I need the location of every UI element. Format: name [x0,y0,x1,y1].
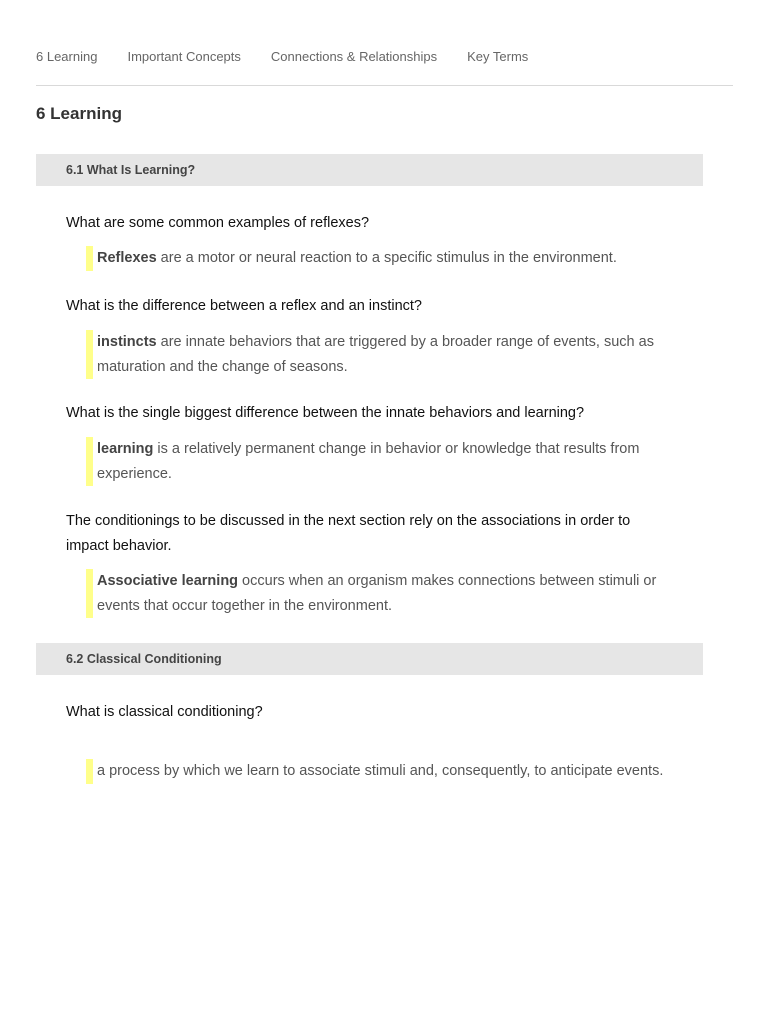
section-header-6-1: 6.1 What Is Learning? [36,154,703,186]
tabs-divider [36,85,733,86]
tab-bar [36,48,558,66]
question-innate-vs-learning: What is the single biggest difference between the innate behaviors and learning? [66,405,585,421]
answer-text: occurs when an organism makes connections between stimuli or events that occur together in the environment. [97,573,657,614]
answer-text: a process by which we learn to associate stimuli and, consequently, to anticipate events. [97,763,664,779]
page-title: 6 Learning [36,104,122,123]
section-header-6-2: 6.2 Classical Conditioning [36,643,703,675]
tab-connections-relationships[interactable]: Connections & Relationships [270,49,438,64]
answer-classical-conditioning [86,759,671,784]
answer-associative-learning [86,569,671,618]
question-reflex-vs-instinct: What is the difference between a reflex and an instinct? [66,298,423,314]
tab-important-concepts[interactable]: Important Concepts [127,49,241,64]
answer-learning [86,437,671,486]
answer-reflexes [86,246,671,271]
term-associative-learning: Associative learning [97,573,239,589]
term-learning: learning [97,441,154,457]
tab-6-learning[interactable]: 6 Learning [36,49,98,64]
tab-key-terms[interactable]: Key Terms [467,49,529,64]
answer-text: are a motor or neural reaction to a specific stimulus in the environment. [156,250,617,266]
answer-text: are innate behaviors that are triggered by a broader range of events, such as maturation and the change of seasons. [97,334,654,375]
question-classical-conditioning: What is classical conditioning? [66,704,263,720]
question-reflex-examples: What are some common examples of reflexes? [66,215,370,231]
answer-instincts [86,330,671,379]
term-reflexes: Reflexes [97,250,157,266]
term-instincts: instincts [97,334,157,350]
answer-text: is a relatively permanent change in behavior or knowledge that results from experience. [97,441,640,482]
question-conditionings: The conditionings to be discussed in the next section rely on the associations in order to impact behavior. [66,513,631,554]
